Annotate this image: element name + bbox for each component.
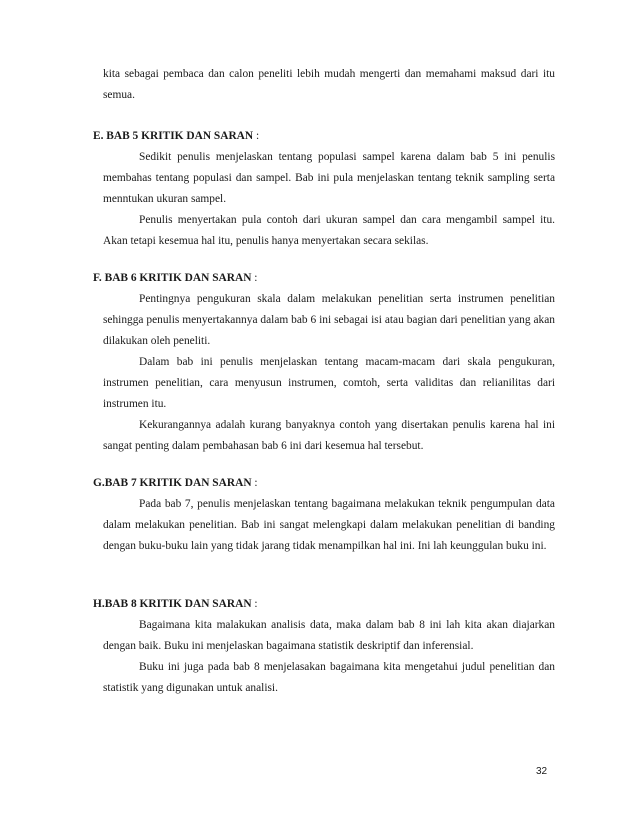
section-heading-label: G.BAB 7 KRITIK DAN SARAN [93,477,252,489]
section-paragraph: Bagaimana kita malakukan analisis data, maka dalam bab 8 ini lah kita akan diajarkan dengan baik. Buku ini menjelaskan bagaimana statistik deskriptif dan inferensial. [103,619,555,652]
section-heading [93,126,555,147]
intro-block [93,64,555,106]
intro-paragraph: kita sebagai pembaca dan calon peneliti lebih mudah mengerti dan memahami maksud dari itu semua. [103,68,555,101]
section-heading-label: H.BAB 8 KRITIK DAN SARAN [93,598,252,610]
section-heading-colon: : [253,130,260,142]
section-heading [93,594,555,615]
section-f [93,268,555,457]
section-e [93,126,555,252]
section-g [93,473,555,557]
section-heading-label: E. BAB 5 KRITIK DAN SARAN [93,130,254,142]
section-heading [93,268,555,289]
section-paragraph: Dalam bab ini penulis menjelaskan tentang macam-macam dari skala pengukuran, instrumen penelitian, cara menyusun instrumen, comtoh, serta validitas dan relianilitas dari instrumen itu. [103,356,555,410]
section-heading-label: F. BAB 6 KRITIK DAN SARAN [93,272,252,284]
section-paragraph: Kekurangannya adalah kurang banyaknya contoh yang disertakan penulis karena hal ini sangat penting dalam pembahasan bab 6 ini dari kesemua hal tersebut. [103,419,555,452]
section-paragraph: Pentingnya pengukuran skala dalam melakukan penelitian serta instrumen penelitian sehingga penulis menyertakannya dalam bab 6 ini sebagai isi atau bagian dari penelitian yang akan dilakukan oleh peneliti. [103,293,555,347]
section-heading-colon: : [251,272,258,284]
section-heading [93,473,555,494]
section-h [93,594,555,699]
page-number: 32 [536,766,548,777]
section-paragraph: Sedikit penulis menjelaskan tentang populasi sampel karena dalam bab 5 ini penulis membahas tentang populasi dan sampel. Bab ini pula menjelaskan tentang teknik sampling serta menntukan ukuran sampel. [103,151,555,205]
section-paragraph: Penulis menyertakan pula contoh dari ukuran sampel dan cara mengambil sampel itu. Akan tetapi kesemua hal itu, penulis hanya menyertakan secara sekilas. [103,214,555,247]
section-paragraph: Buku ini juga pada bab 8 menjelasakan bagaimana kita mengetahui judul penelitian dan statistik yang digunakan untuk analisi. [103,661,555,694]
section-heading-colon: : [251,598,258,610]
section-paragraph: Pada bab 7, penulis menjelaskan tentang bagaimana melakukan teknik pengumpulan data dalam melakukan penelitian. Bab ini sangat melengkapi dalam melakukan penelitian di banding dengan buku-buku lain yang tidak jarang tidak menampilkan hal ini. Ini lah keunggulan buku ini. [103,498,555,552]
section-heading-colon: : [251,477,258,489]
